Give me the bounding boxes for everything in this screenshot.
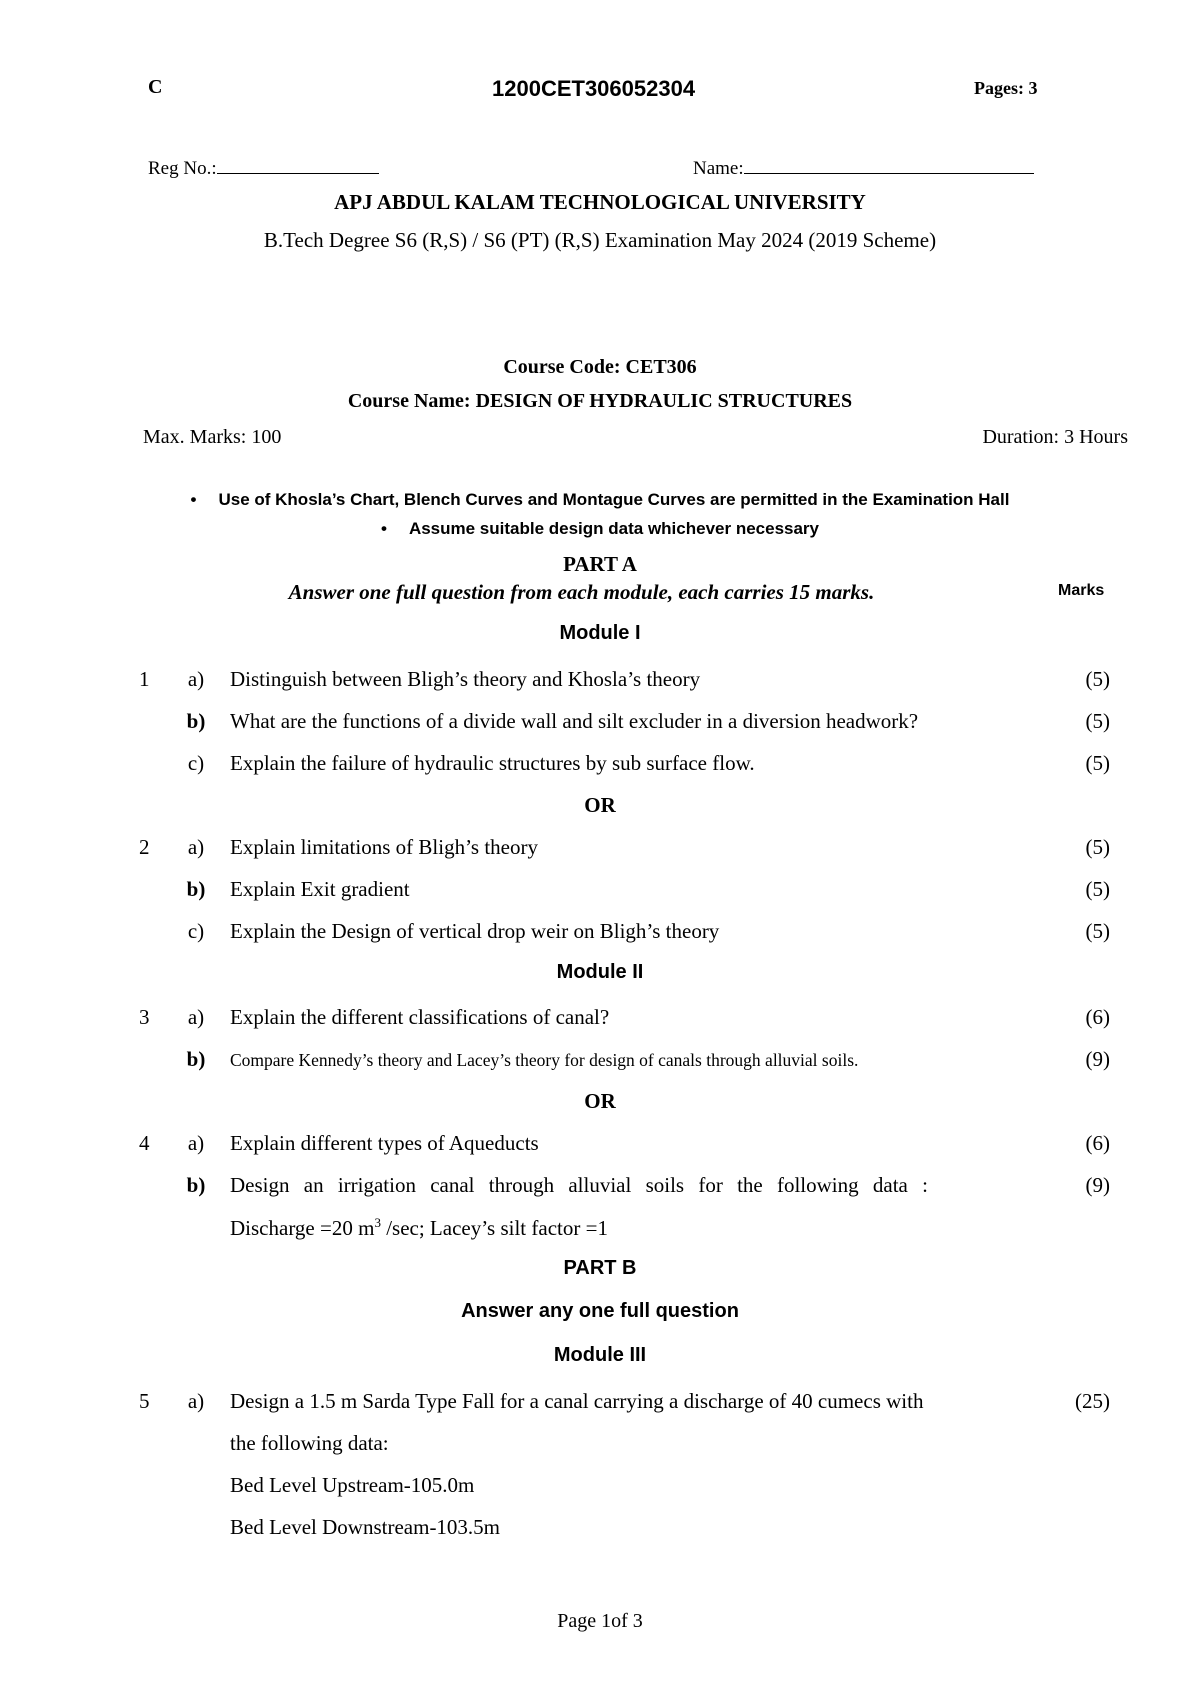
question-part-letter: a) bbox=[187, 835, 205, 859]
page-count: Pages: 3 bbox=[974, 78, 1038, 98]
discharge-text: Discharge =20 m bbox=[230, 1216, 375, 1240]
question-part-letter: c) bbox=[187, 919, 205, 943]
question-text: Design an irrigation canal through alluvial soils for the following data : bbox=[230, 1173, 928, 1197]
question-marks: (5) bbox=[1085, 877, 1110, 901]
note-khosla-chart bbox=[0, 490, 1200, 510]
question-text: Distinguish between Bligh’s theory and Khosla’s theory bbox=[230, 667, 701, 691]
question-marks: (6) bbox=[1085, 1005, 1110, 1029]
module-2-heading: Module II bbox=[556, 961, 644, 983]
question-text-continued bbox=[230, 1215, 608, 1241]
question-marks: (5) bbox=[1085, 667, 1110, 691]
question-marks: (25) bbox=[1075, 1389, 1110, 1413]
question-text: Design a 1.5 m Sarda Type Fall for a canal carrying a discharge of 40 cumecs with bbox=[230, 1389, 924, 1413]
question-number: 5 bbox=[139, 1389, 150, 1413]
or-divider: OR bbox=[584, 1089, 616, 1113]
part-a-title: PART A bbox=[563, 552, 637, 576]
question-part-letter: b) bbox=[186, 709, 206, 733]
data-bed-level-downstream: Bed Level Downstream-103.5m bbox=[230, 1515, 501, 1539]
question-number: 1 bbox=[139, 667, 150, 691]
question-marks: (6) bbox=[1085, 1131, 1110, 1155]
module-1-heading: Module I bbox=[559, 622, 641, 644]
question-number: 3 bbox=[139, 1005, 150, 1029]
silt-factor-text: /sec; Lacey’s silt factor =1 bbox=[380, 1216, 608, 1240]
part-b-instruction: Answer any one full question bbox=[461, 1300, 739, 1322]
name-field bbox=[693, 155, 1034, 180]
question-part-letter: c) bbox=[187, 751, 205, 775]
question-part-letter: a) bbox=[187, 1005, 205, 1029]
question-marks: (5) bbox=[1085, 835, 1110, 859]
question-text: Explain Exit gradient bbox=[230, 877, 410, 901]
question-text: What are the functions of a divide wall and silt excluder in a diversion headwork? bbox=[230, 709, 919, 733]
max-marks: Max. Marks: 100 bbox=[143, 426, 282, 448]
part-a-instruction: Answer one full question from each module, each carries 15 marks. bbox=[288, 580, 875, 604]
question-part-letter: b) bbox=[186, 1047, 206, 1071]
superscript: 3 bbox=[374, 1215, 381, 1230]
question-text: Explain the Design of vertical drop weir on Bligh’s theory bbox=[230, 919, 720, 943]
exam-title: B.Tech Degree S6 (R,S) / S6 (PT) (R,S) Examination May 2024 (2019 Scheme) bbox=[263, 228, 937, 252]
question-text: Explain different types of Aqueducts bbox=[230, 1131, 539, 1155]
marks-column-label: Marks bbox=[1058, 582, 1105, 599]
name-label: Name: bbox=[693, 158, 744, 179]
question-marks: (9) bbox=[1085, 1047, 1110, 1071]
question-text: Compare Kennedy’s theory and Lacey’s theory for design of canals through alluvial soils. bbox=[230, 1050, 859, 1070]
question-text-continued: the following data: bbox=[230, 1431, 389, 1455]
note-text: Use of Khosla’s Chart, Blench Curves and Montague Curves are permitted in the Examination Hall bbox=[218, 490, 1010, 509]
duration: Duration: 3 Hours bbox=[982, 426, 1128, 448]
question-marks: (5) bbox=[1085, 919, 1110, 943]
question-text: Explain the different classifications of canal? bbox=[230, 1005, 610, 1029]
note-text: Assume suitable design data whichever necessary bbox=[408, 519, 820, 538]
course-name: Course Name: DESIGN OF HYDRAULIC STRUCTURES bbox=[347, 390, 853, 412]
reg-no-field bbox=[148, 155, 379, 180]
part-b-title: PART B bbox=[563, 1257, 637, 1279]
question-text: Explain limitations of Bligh’s theory bbox=[230, 835, 538, 859]
question-text: Explain the failure of hydraulic structures by sub surface flow. bbox=[230, 751, 755, 775]
course-code: Course Code: CET306 bbox=[503, 356, 697, 378]
question-part-letter: b) bbox=[186, 1173, 206, 1197]
or-divider: OR bbox=[584, 793, 616, 817]
question-marks: (5) bbox=[1085, 709, 1110, 733]
paper-code: 1200CET306052304 bbox=[492, 76, 696, 101]
question-number: 2 bbox=[139, 835, 150, 859]
question-part-letter: b) bbox=[186, 877, 206, 901]
page-footer: Page 1of 3 bbox=[557, 1610, 643, 1632]
question-part-letter: a) bbox=[187, 1131, 205, 1155]
question-number: 4 bbox=[139, 1131, 150, 1155]
question-part-letter: a) bbox=[187, 1389, 205, 1413]
reg-no-blank bbox=[217, 155, 379, 174]
question-part-letter: a) bbox=[187, 667, 205, 691]
question-marks: (9) bbox=[1085, 1173, 1110, 1197]
question-marks: (5) bbox=[1085, 751, 1110, 775]
university-name: APJ ABDUL KALAM TECHNOLOGICAL UNIVERSITY bbox=[334, 190, 866, 214]
note-design-data bbox=[0, 519, 1200, 539]
exam-set-letter: C bbox=[148, 76, 163, 98]
data-bed-level-upstream: Bed Level Upstream-105.0m bbox=[230, 1473, 475, 1497]
reg-no-label: Reg No.: bbox=[148, 158, 217, 179]
module-3-heading: Module III bbox=[553, 1344, 647, 1366]
name-blank bbox=[744, 155, 1034, 174]
